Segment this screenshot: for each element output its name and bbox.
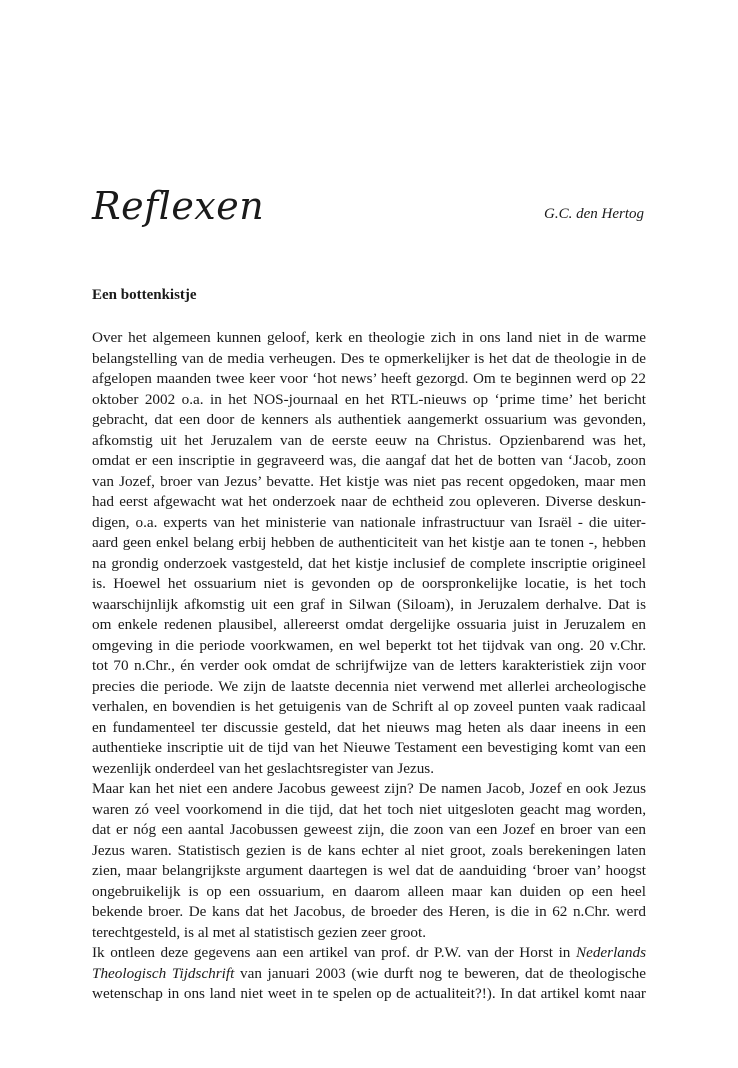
body-line: terechtgesteld, is al met al statistisch gezien zeer groot. [92,923,426,941]
body-line: Over het algemeen kunnen geloof, kerk en theologie zich in ons land niet in de warme [92,329,646,346]
body-line: zien, maar belangrijkste argument daartegen is wel dat de aanduiding ‘broer van’ hoogst [92,862,646,879]
body-line: waarschijnlijk afkomstig uit een graf in Silwan (Siloam), in Jeruzalem derhalve. Dat is [92,595,646,613]
body-line: Ik ontleen deze gegevens aan een artikel van prof. dr P.W. van der Horst in Nederlands [92,944,646,961]
body-line: wetenschap in ons land niet weet in te spelen op de actualiteit?!). In dat artikel komt naar [92,985,646,1002]
body-line: bekende broer. De kans dat het Jacobus, de broeder des Heren, is die in 62 n.Chr. werd [92,903,646,920]
body-line: oktober 2002 o.a. in het NOS-journaal en het RTL-nieuws op ‘prime time’ het bericht [92,390,646,408]
body-line: Maar kan het niet een andere Jacobus geweest zijn? De namen Jacob, Jozef en ook Jezus [92,780,646,797]
body-line: verhalen, en bovendien is het getuigenis van de Schrift al op zoveel punten vaak radicaal [92,698,646,715]
body-line: afgelopen maanden twee keer voor ‘hot news’ heeft gezorgd. Om te beginnen werd op 22 [92,370,646,387]
body-line: om enkele redenen plausibel, allereerst omdat dergelijke ossuaria juist in Jeruzalem en [92,616,646,633]
body-line: gebracht, dat een door de kenners als authentiek aangemerkt ossuarium was gevonden, [92,411,646,428]
body-line: omdat er een inscriptie in gegraveerd was, die aangaf dat het de botten van ‘Jacob, zoon [92,452,646,469]
body-line: had eerst afgewacht wat het onderzoek naar de echtheid zou opleveren. Diverse deskun- [92,493,646,510]
body-line: authentieke inscriptie uit de tijd van het Nieuwe Testament een bevestiging komt van een [92,739,646,756]
body-line: van Jozef, broer van Jezus’ bevatte. Het kistje was niet pas recent opgedoken, maar men [92,472,646,490]
body-line: en fundamenteel ter discussie gesteld, dat het nieuws mag heten als daar ineens in een [92,718,646,736]
body-text [92,328,646,1005]
body-line: belangstelling van de media verheugen. Des te opmerkelijker is het dat de theologie in de [92,349,646,367]
article-title: Reflexen [92,184,265,228]
journal-title-part: Nederlands [575,944,646,961]
body-line: tot 70 n.Chr., én verder ook omdat de schrijfwijze van de letters karakteristiek zijn voor [92,657,646,674]
journal-title-part: Theologisch Tijdschrift [92,964,235,982]
body-line: waren zó veel voorkomend in die tijd, dat het toch niet uitgesloten geacht mag worden, [92,800,646,818]
body-line: Theologisch Tijdschrift van januari 2003 (wie durft nog te beweren, dat de theologische [92,964,646,982]
body-line: is. Hoewel het ossuarium niet is gevonden op de oorspronkelijke locatie, is het toch [92,575,646,592]
section-heading: Een bottenkistje [92,287,197,303]
body-line: precies die periode. We zijn de laatste decennia niet verwend met allerlei archeologische [92,677,646,695]
body-line: Jezus waren. Statistisch gezien is de kans echter al niet groot, zoals berekeningen laten [92,841,646,859]
body-line: wezenlijk onderdeel van het geslachtsregister van Jezus. [92,759,435,777]
body-line: afkomstig uit het Jeruzalem van de eerste eeuw na Christus. Opzienbarend was het, [92,431,646,449]
body-line: digen, o.a. experts van het ministerie van nationale infrastructuur van Israël - die uiter- [92,513,646,531]
body-line: na grondig onderzoek vastgesteld, dat het kistje inclusief de complete inscriptie origineel [92,554,646,572]
author-name: G.C. den Hertog [544,206,644,222]
body-line: ongebruikelijk is op een ossuarium, en daarom alleen maar kan duiden op een heel [92,882,646,900]
body-line: omgeving in die periode voorkwamen, en wel beperkt tot het tijdvak van ong. 20 v.Chr. [92,636,646,654]
body-line: aard geen enkel belang erbij hebben de authenticiteit van het kistje aan te tonen -, hebben [92,534,646,551]
body-line: dat er nóg een aantal Jacobussen geweest zijn, die zoon van een Jozef en broer van een [92,821,646,838]
